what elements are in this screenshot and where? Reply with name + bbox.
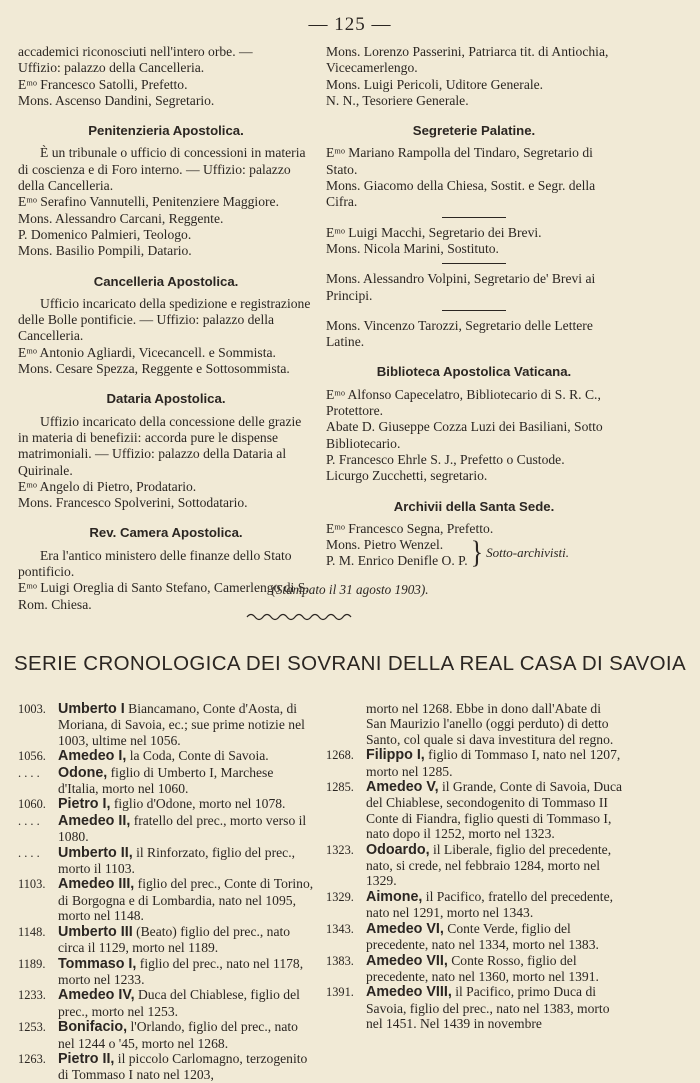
section-title-dataria: Dataria Apostolica.: [106, 391, 226, 407]
section-description: Era l'antico ministero delle finanze dello Stato pontificio.: [18, 547, 292, 580]
entry-year: 1060.: [18, 797, 46, 812]
sovereign-name: Amedeo VI,: [366, 920, 444, 937]
entry-description: la Coda, Conte di Savoia.: [126, 748, 269, 764]
section-description: È un tribunale o ufficio di concessioni in materia di coscienza e di Foro interno. — Uffizio: palazzo della Cancelleria.: [18, 145, 306, 194]
member-line: Mons. Basilio Pompili, Datario.: [18, 243, 192, 259]
series-right-list: [326, 747, 624, 1031]
chronology-entry: [326, 779, 624, 842]
entry-text: [58, 748, 316, 764]
intro-line: Uffizio: palazzo della Cancelleria.: [18, 60, 205, 76]
chronology-entry: [326, 747, 624, 779]
entry-year: . . . .: [18, 765, 40, 780]
chronology-entry: [326, 984, 624, 1031]
section-description: Uffizio incaricato della concessione delle grazie in materia di benefizii: accorda pure le dispense matrimoniali. — Uffizio: palazzo della Dataria al Quirinale.: [18, 413, 302, 478]
entry-description: il Liberale, figlio del precedente, nato, si crede, nel febbraio 1284, morto nel 1329.: [366, 841, 612, 889]
member-line: Eᵐᵒ Alfonso Capecelatro, Bibliotecario di S. R. C., Protettore.: [326, 386, 601, 419]
section-title-camera: Rev. Camera Apostolica.: [89, 525, 243, 541]
member-line: Eᵐᵒ Luigi Macchi, Segretario dei Brevi.: [326, 224, 542, 240]
intro-line: Eᵐᵒ Francesco Satolli, Prefetto.: [18, 76, 188, 92]
intro-line: Mons. Lorenzo Passerini, Patriarca tit. di Antiochia, Vicecamerlengo.: [326, 44, 609, 76]
chronology-entry: [18, 1019, 316, 1051]
entry-text: [58, 845, 316, 877]
member-line: Licurgo Zucchetti, segretario.: [326, 468, 488, 484]
sovereign-name: Odoardo,: [366, 841, 430, 858]
sovereign-name: Amedeo VIII,: [366, 984, 452, 1001]
chronology-entry: [18, 987, 316, 1019]
intro-line: Mons. Ascenso Dandini, Segretario.: [18, 92, 215, 108]
member-line: Mons. Giacomo della Chiesa, Sostit. e Segr. della Cifra.: [326, 178, 596, 210]
entry-year: . . . .: [18, 813, 40, 828]
entry-text: [366, 889, 624, 921]
entry-year: . . . .: [18, 845, 40, 860]
chronology-entry: [18, 924, 316, 956]
series-left-column: [18, 701, 316, 1083]
member-line: Eᵐᵒ Angelo di Pietro, Prodatario.: [18, 478, 197, 494]
section-title-segreterie: Segreterie Palatine.: [412, 123, 536, 139]
entry-description: il piccolo Carlomagno, terzogenito di Tommaso I nato nel 1203,: [58, 1050, 308, 1083]
entry-text: [366, 953, 624, 985]
member-line: Eᵐᵒ Luigi Oreglia di Santo Stefano, Camerlengo di S. Rom. Chiesa.: [18, 580, 309, 612]
sovereign-name: Amedeo I,: [58, 748, 127, 765]
separator-rule: [442, 310, 506, 311]
entry-description: il Pacifico, primo Duca di Savoia, figlio del prec., nato nel 1383, morto nel 1451. Nel 1439 in novembre: [366, 984, 610, 1032]
sovereign-name: Filippo I,: [366, 747, 425, 764]
entry-description: (Beato) figlio del prec., nato circa il 1129, morto nel 1189.: [58, 923, 291, 956]
entry-text: [58, 765, 316, 797]
sovereign-name: Amedeo IV,: [58, 987, 135, 1004]
chronology-entry: [18, 1051, 316, 1083]
entry-description: figlio di Umberto I, Marchese d'Italia, morto nel 1060.: [58, 764, 274, 797]
entry-year: 1329.: [326, 889, 354, 904]
chronology-entry: [18, 956, 316, 988]
sub-archivists-names: [326, 537, 468, 570]
section-title-cancelleria: Cancelleria Apostolica.: [93, 273, 239, 289]
sovereign-name: Amedeo VII,: [366, 952, 448, 969]
entry-year: 1268.: [326, 748, 354, 763]
entry-text: [366, 842, 624, 889]
entry-description: il Pacifico, fratello del precedente, nato nel 1291, morto nel 1343.: [366, 888, 614, 921]
separator-rule: [442, 217, 506, 218]
member-line: Eᵐᵒ Serafino Vannutelli, Penitenziere Maggiore.: [18, 194, 279, 210]
entry-text: [58, 876, 316, 923]
member-line: Mons. Francesco Spolverini, Sottodatario.: [18, 495, 248, 511]
entry-text: [366, 779, 624, 842]
entry-description: Conte Verde, figlio del precedente, nato nel 1334, morto nel 1383.: [366, 920, 599, 953]
chronology-entry: [18, 876, 316, 923]
member-line: P. M. Enrico Denifle O. P.: [326, 553, 468, 569]
member-line: Mons. Nicola Marini, Sostituto.: [326, 240, 499, 256]
entry-text: [58, 701, 316, 748]
sovereign-name: Bonifacio,: [58, 1019, 128, 1036]
intro-line: accademici riconosciuti nell'intero orbe. —: [18, 44, 253, 59]
entry-year: 1056.: [18, 749, 46, 764]
entry-year: 1383.: [326, 953, 354, 968]
sovereign-name: Pietro I,: [58, 796, 111, 813]
entry-text: [58, 956, 316, 988]
print-date-note: (Stampato il 31 agosto 1903).: [271, 582, 429, 597]
chronology-entry: [18, 813, 316, 845]
entry-description: figlio del prec., nato nel 1178, morto nel 1233.: [58, 955, 304, 987]
member-line: P. Domenico Palmieri, Teologo.: [18, 226, 192, 242]
sovereign-name: Tommaso I,: [58, 955, 137, 972]
member-line: Mons. Vincenzo Tarozzi, Segretario delle Lettere Latine.: [326, 317, 593, 350]
entry-text: [58, 813, 316, 845]
section-title-biblioteca: Biblioteca Apostolica Vaticana.: [376, 364, 572, 380]
left-column: [18, 44, 314, 613]
sovereign-name: Umberto I: [58, 701, 125, 717]
entry-text: [58, 1019, 316, 1051]
entry-year: 1391.: [326, 985, 354, 1000]
member-line: Mons. Cesare Spezza, Reggente e Sottosommista.: [18, 361, 290, 377]
entry-year: 1148.: [18, 924, 46, 939]
entry-description: Biancamano, Conte d'Aosta, di Moriana, di Savoia, ec.; sue prime notizie nel 1003, ultime nel 1056.: [58, 701, 305, 748]
entry-description: Conte Rosso, figlio del precedente, nato nel 1360, morto nel 1391.: [366, 952, 599, 984]
chronology-entry: [18, 796, 316, 812]
entry-year: 1263.: [18, 1051, 46, 1066]
series-right-column: [326, 701, 624, 1032]
chronology-entry: [18, 701, 316, 748]
entry-continuation: morto nel 1268. Ebbe in dono dall'Abate di San Maurizio l'anello (oggi perduto) di detto Santo, col quale si dava investitura del regno.: [366, 701, 614, 747]
chronology-entry: [326, 953, 624, 985]
entry-year: 1189.: [18, 956, 46, 971]
entry-description: il Rinforzato, figlio del prec., morto il 1103.: [58, 844, 295, 877]
sovereign-name: Pietro II,: [58, 1050, 115, 1067]
member-line: Mons. Pietro Wenzel.: [326, 537, 444, 553]
sovereign-name: Amedeo II,: [58, 812, 131, 829]
sovereign-name: Amedeo V,: [366, 779, 439, 796]
sovereign-name: Umberto II,: [58, 844, 133, 861]
intro-line: Mons. Luigi Pericoli, Uditore Generale.: [326, 76, 544, 92]
entry-year: 1323.: [326, 842, 354, 857]
entry-text: [58, 987, 316, 1019]
brace-symbol: }: [470, 535, 484, 571]
entry-text: [58, 924, 316, 956]
entry-year: 1285.: [326, 780, 354, 795]
sovereign-name: Aimone,: [366, 888, 423, 905]
wavy-divider: [245, 612, 355, 622]
sub-archivists-role: Sotto-archivisti.: [486, 545, 570, 561]
entry-text: [58, 796, 316, 812]
chronology-entry: [18, 845, 316, 877]
series-heading: SERIE CRONOLOGICA DEI SOVRANI DELLA REAL CASA DI SAVOIA: [13, 652, 687, 675]
page-number: — 125 —: [308, 14, 392, 35]
member-line: Abate D. Giuseppe Cozza Luzi dei Basiliani, Sotto Bibliotecario.: [326, 419, 603, 451]
entry-text: [366, 921, 624, 953]
chronology-entry: [18, 748, 316, 764]
member-line: P. Francesco Ehrle S. J., Prefetto o Custode.: [326, 451, 565, 467]
entry-year: 1253.: [18, 1020, 46, 1035]
entry-text: [58, 1051, 316, 1083]
entry-text: [366, 747, 624, 779]
entry-year: 1233.: [18, 988, 46, 1003]
member-line: Eᵐᵒ Mariano Rampolla del Tindaro, Segretario di Stato.: [326, 145, 593, 177]
entry-description: figlio d'Odone, morto nel 1078.: [110, 796, 286, 812]
sovereign-name: Amedeo III,: [58, 876, 135, 893]
member-line: Eᵐᵒ Francesco Segna, Prefetto.: [326, 520, 494, 536]
entry-description: figlio del prec., Conte di Torino, di Borgogna e di Lombardia, nato nel 1095, morto nel 1148.: [58, 876, 314, 924]
entry-year: 1003.: [18, 702, 46, 716]
entry-text: [366, 984, 624, 1031]
member-line: Mons. Alessandro Carcani, Reggente.: [18, 210, 224, 226]
entry-description: Duca del Chiablese, figlio del prec., morto nel 1253.: [58, 987, 300, 1019]
section-title-archivii: Archivii della Santa Sede.: [393, 498, 555, 514]
chronology-entry: [326, 842, 624, 889]
chronology-entry: [18, 765, 316, 797]
entry-description: il Grande, Conte di Savoia, Duca del Chiablese, secondogenito di Tommaso II Conte di Fiandra, figlio questi di Tommaso I, nato dopo il 1252, morto nel 1323.: [366, 779, 623, 842]
section-title-penitenzieria: Penitenzieria Apostolica.: [88, 123, 244, 139]
section-description: Ufficio incaricato della spedizione e registrazione delle Bolle pontificie. — Uffizio: palazzo della Cancelleria.: [18, 295, 311, 344]
right-column: [326, 44, 622, 570]
entry-year: 1103.: [18, 877, 46, 892]
sub-archivists-group: [326, 537, 622, 570]
intro-line: N. N., Tesoriere Generale.: [326, 92, 469, 108]
chronology-entry: [326, 889, 624, 921]
member-line: Mons. Alessandro Volpini, Segretario de' Brevi ai Principi.: [326, 271, 596, 303]
entry-description: figlio di Tommaso I, nato nel 1207, morto nel 1285.: [366, 747, 621, 779]
entry-description: fratello del prec., morto verso il 1080.: [58, 812, 307, 845]
member-line: Eᵐᵒ Antonio Agliardi, Vicecancell. e Sommista.: [18, 344, 276, 360]
entry-year: 1343.: [326, 921, 354, 936]
separator-rule: [442, 263, 506, 264]
chronology-entry: [326, 921, 624, 953]
entry-description: l'Orlando, figlio del prec., nato nel 1244 o '45, morto nel 1268.: [58, 1019, 298, 1051]
sovereign-name: Umberto III: [58, 923, 133, 940]
sovereign-name: Odone,: [58, 764, 108, 781]
